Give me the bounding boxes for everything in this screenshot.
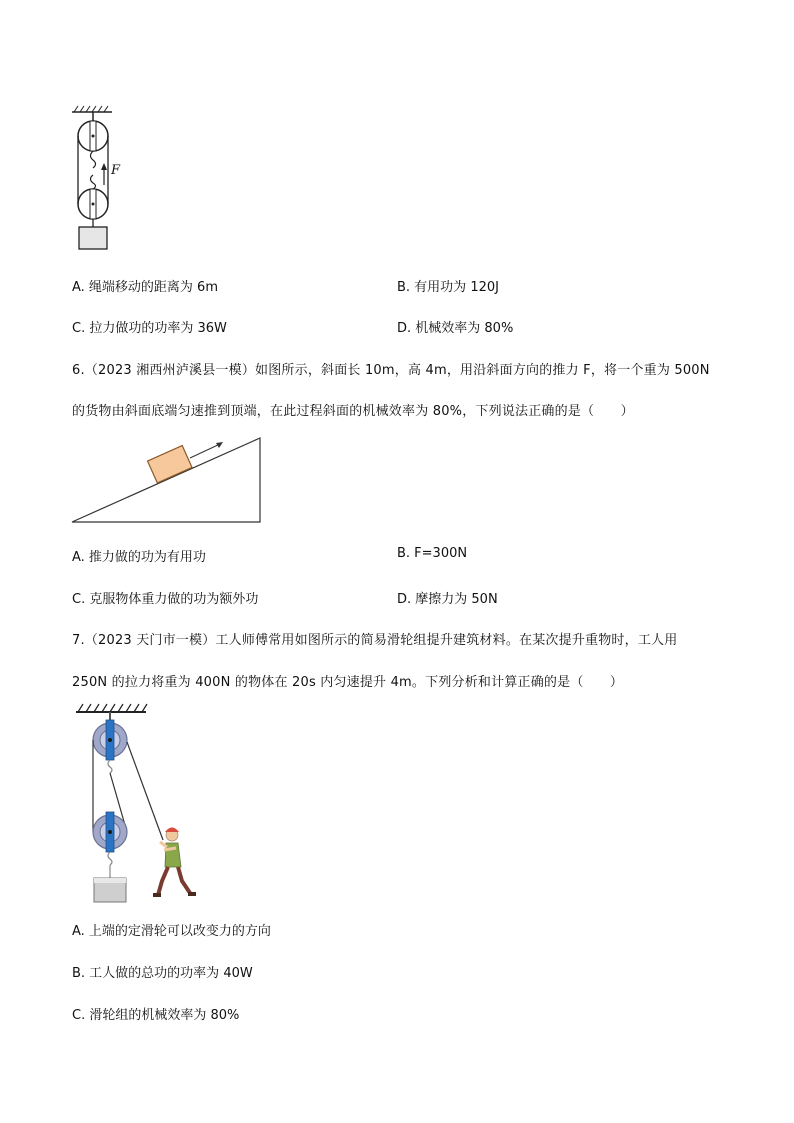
q6-option-d[interactable]: D. 摩擦力为 50N [397, 592, 498, 607]
q7-option-b[interactable]: B. 工人做的总功的功率为 40W [72, 966, 253, 981]
q7-option-a[interactable]: A. 上端的定滑轮可以改变力的方向 [72, 924, 271, 939]
q5-option-a[interactable]: A. 绳端移动的距离为 6m [72, 280, 218, 295]
q7-option-c[interactable]: C. 滑轮组的机械效率为 80% [72, 1008, 240, 1023]
q6-option-b[interactable]: B. F=300N [397, 546, 468, 561]
q5-option-d[interactable]: D. 机械效率为 80% [397, 321, 514, 336]
q5-option-b[interactable]: B. 有用功为 120J [397, 280, 499, 295]
q5-option-c[interactable]: C. 拉力做功的功率为 36W [72, 321, 227, 336]
q7-stem-line1: 7.（2023 天门市一模）工人师傅常用如图所示的简易滑轮组提升建筑材料。在某次提升重物时，工人用 [72, 633, 678, 648]
q7-stem-line2: 250N 的拉力将重为 400N 的物体在 20s 内匀速提升 4m。下列分析和计算正确的是（ ） [72, 675, 624, 690]
q6-option-a[interactable]: A. 推力做的功为有用功 [72, 550, 206, 565]
force-label: F [111, 163, 121, 178]
q6-option-c[interactable]: C. 克服物体重力做的功为额外功 [72, 592, 259, 607]
worker-figure [153, 828, 196, 898]
q6-stem-line2: 的货物由斜面底端匀速推到顶端，在此过程斜面的机械效率为 80%，下列说法正确的是（ ） [72, 404, 634, 419]
q6-stem-line1: 6.（2023 湘西州泸溪县一模）如图所示，斜面长 10m，高 4m，用沿斜面方向的推力 F，将一个重为 500N [72, 363, 710, 378]
